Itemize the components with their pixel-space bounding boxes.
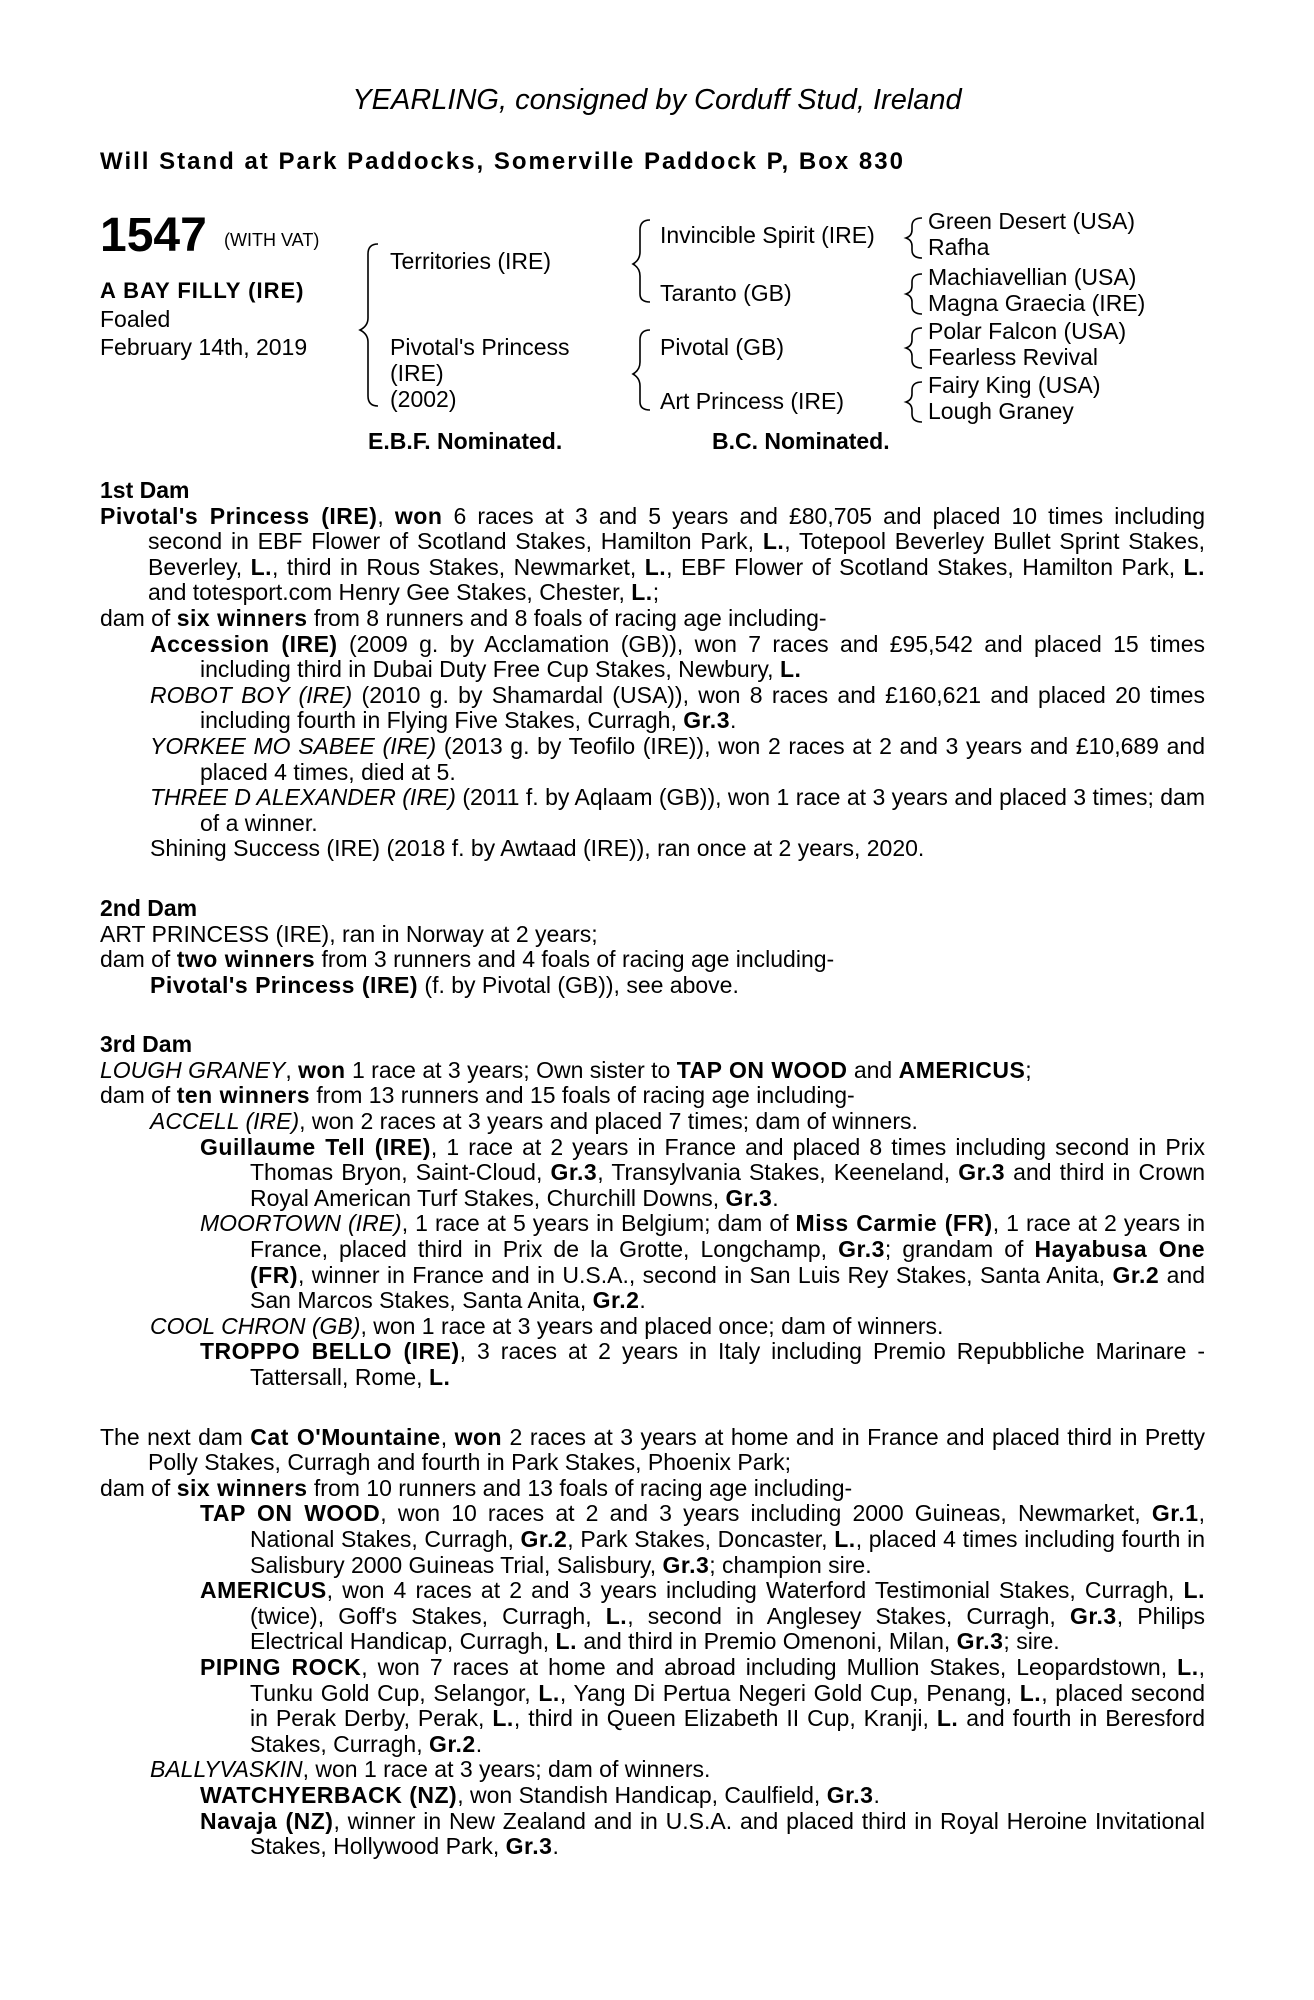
dam-name-line3: (2002): [390, 386, 457, 412]
third-dam-section: [100, 1032, 1205, 1390]
foaled-label: Foaled: [100, 306, 171, 332]
produce-robot-boy: ROBOT BOY (IRE) (2010 g. by Shamardal (USA)), won 8 races and £160,621 and placed 20 times including fourth in Flying Five Stakes, Curragh, Gr.3.: [150, 681, 1205, 734]
first-dam-produce-summary: dam of six winners from 8 runners and 8 foals of racing age including-: [100, 604, 827, 631]
brace-gen1: [360, 244, 378, 406]
brace-gen2-dam: [633, 330, 650, 410]
brace-gen3-a: [906, 218, 922, 258]
first-dam-section: [100, 478, 1205, 862]
produce-ballyvaskin: BALLYVASKIN, won 1 race at 3 years; dam of winners.: [150, 1756, 711, 1783]
dam-dam: Art Princess (IRE): [660, 388, 845, 414]
produce-americus: AMERICUS, won 4 races at 2 and 3 years including Waterford Testimonial Stakes, Curragh, L. (twice), Goff's Stakes, Curragh, L., second in Anglesey Stakes, Curragh, Gr.3, Philips Electrical Handicap, Curragh, L. and third in Premio Omenoni, Milan, Gr.3; sire.: [200, 1577, 1205, 1655]
dam-sire-dam: Fearless Revival: [928, 344, 1098, 370]
produce-three-d-alexander: THREE D ALEXANDER (IRE) (2011 f. by Aqlaam (GB)), won 1 race at 3 years and placed 3 times; dam of a winner.: [150, 784, 1205, 836]
bc-nominated: B.C. Nominated.: [712, 428, 890, 454]
brace-gen2-sire: [633, 220, 650, 302]
sire-dam-dam: Magna Graecia (IRE): [928, 290, 1146, 316]
sire-dam: Taranto (GB): [660, 280, 792, 306]
produce-shining-success: Shining Success (IRE) (2018 f. by Awtaad (IRE)), ran once at 2 years, 2020.: [150, 835, 925, 862]
ebf-nominated: E.B.F. Nominated.: [368, 428, 563, 454]
produce-piping-rock: PIPING ROCK, won 7 races at home and abroad including Mullion Stakes, Leopardstown, L., Tunku Gold Cup, Selangor, L., Yang Di Pertua Negeri Gold Cup, Penang, L., placed second in Perak Derby, Perak, L., third in Queen Elizabeth II Cup, Kranji, L. and fourth in Beresford Stakes, Curragh, Gr.2.: [200, 1653, 1205, 1757]
second-dam-produce-summary: dam of two winners from 3 runners and 4 foals of racing age including-: [100, 946, 835, 973]
produce-yorkee-mo-sabee: YORKEE MO SABEE (IRE) (2013 g. by Teofilo (IRE)), won 2 races at 2 and 3 years and £10,689 and placed 4 times, died at 5.: [150, 732, 1205, 785]
lot-number: 1547: [100, 209, 207, 262]
dam-dam-dam: Lough Graney: [928, 398, 1074, 424]
sire-sire: Invincible Spirit (IRE): [660, 222, 875, 248]
produce-watchyerback: WATCHYERBACK (NZ), won Standish Handicap, Caulfield, Gr.3.: [200, 1781, 880, 1808]
brace-gen3-d: [906, 382, 922, 422]
foaled-date: February 14th, 2019: [100, 334, 308, 360]
dam-name-line1: Pivotal's Princess: [390, 334, 570, 360]
third-dam-title: 3rd Dam: [100, 1031, 193, 1058]
second-dam-section: [100, 896, 1205, 998]
third-dam-record: LOUGH GRANEY, won 1 race at 3 years; Own sister to TAP ON WOOD and AMERICUS;: [100, 1056, 1032, 1083]
dam-sire-sire: Polar Falcon (USA): [928, 318, 1127, 344]
produce-navaja: Navaja (NZ), winner in New Zealand and in U.S.A. and placed third in Royal Heroine Invitational Stakes, Hollywood Park, Gr.3.: [200, 1807, 1205, 1860]
produce-moortown: MOORTOWN (IRE), 1 race at 5 years in Belgium; dam of Miss Carmie (FR), 1 race at 2 years in France, placed third in Prix de la Grotte, Longchamp, Gr.3; grandam of Hayabusa One (FR), winner in France and in U.S.A., second in San Luis Rey Stakes, Santa Anita, Gr.2 and San Marcos Stakes, Santa Anita, Gr.2.: [200, 1210, 1206, 1314]
produce-pivotals-princess: Pivotal's Princess (IRE) (f. by Pivotal (GB)), see above.: [150, 971, 739, 998]
next-dam-produce-summary: dam of six winners from 10 runners and 13 foals of racing age including-: [100, 1474, 853, 1501]
sire-sire-sire: Green Desert (USA): [928, 208, 1136, 234]
catalogue-header: YEARLING, consigned by Corduff Stud, Ireland: [352, 84, 962, 116]
brace-gen3-b: [906, 274, 922, 314]
second-dam-record: ART PRINCESS (IRE), ran in Norway at 2 years;: [100, 920, 598, 947]
sire-sire-dam: Rafha: [928, 234, 990, 260]
dam-name-line2: (IRE): [390, 360, 444, 386]
produce-accession: Accession (IRE) (2009 g. by Acclamation (GB)), won 7 races and £95,542 and placed 15 times including third in Dubai Duty Free Cup Stakes, Newbury, L.: [150, 630, 1206, 683]
sire-name: Territories (IRE): [390, 248, 552, 274]
dam-sire: Pivotal (GB): [660, 334, 784, 360]
produce-accell: ACCELL (IRE), won 2 races at 3 years and placed 7 times; dam of winners.: [150, 1108, 918, 1135]
horse-name: A BAY FILLY (IRE): [100, 278, 305, 303]
vat-label: (WITH VAT): [224, 230, 320, 250]
second-dam-title: 2nd Dam: [100, 894, 198, 921]
produce-guillaume-tell: Guillaume Tell (IRE), 1 race at 2 years in France and placed 8 times including second in Prix Thomas Bryon, Saint-Cloud, Gr.3, Transylvania Stakes, Keeneland, Gr.3 and third in Crown Royal American Turf Stakes, Churchill Downs, Gr.3.: [200, 1133, 1206, 1211]
pedigree-notes: [100, 478, 1205, 1894]
third-dam-produce-summary: dam of ten winners from 13 runners and 15 foals of racing age including-: [100, 1082, 855, 1109]
first-dam-record: Pivotal's Princess (IRE), won 6 races at 3 and 5 years and £80,705 and placed 10 times including second in EBF Flower of Scotland Stakes, Hamilton Park, L., Totepool Beverley Bullet Sprint Stakes, Beverley, L., third in Rous Stakes, Newmarket, L., EBF Flower of Scotland Stakes, Hamilton Park, L. and totesport.com Henry Gee Stakes, Chester, L.;: [100, 502, 1205, 606]
first-dam-title: 1st Dam: [100, 477, 190, 503]
next-dam-section: [100, 1425, 1205, 1860]
sire-dam-sire: Machiavellian (USA): [928, 264, 1137, 290]
produce-cool-chron: COOL CHRON (GB), won 1 race at 3 years and placed once; dam of winners.: [150, 1312, 944, 1339]
brace-gen3-c: [906, 328, 922, 368]
dam-dam-sire: Fairy King (USA): [928, 372, 1101, 398]
produce-tap-on-wood: TAP ON WOOD, won 10 races at 2 and 3 years including 2000 Guineas, Newmarket, Gr.1, National Stakes, Curragh, Gr.2, Park Stakes, Doncaster, L., placed 4 times including fourth in Salisbury 2000 Guineas Trial, Salisbury, Gr.3; champion sire.: [200, 1500, 1205, 1578]
produce-troppo-bello: TROPPO BELLO (IRE), 3 races at 2 years in Italy including Premio Repubbliche Marinare -Tattersall, Rome, L.: [200, 1338, 1206, 1390]
next-dam-record: The next dam Cat O'Mountaine, won 2 races at 3 years at home and in France and placed third in Pretty Polly Stakes, Curragh and fourth in Park Stakes, Phoenix Park;: [100, 1423, 1205, 1476]
stand-location: Will Stand at Park Paddocks, Somerville Paddock P, Box 830: [100, 148, 905, 175]
